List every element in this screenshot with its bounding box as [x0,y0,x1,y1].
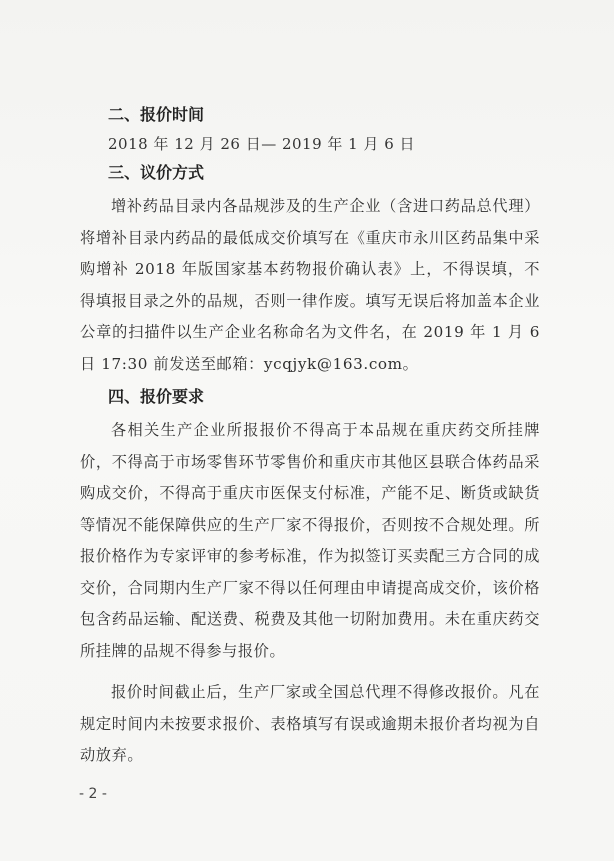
section-heading-quote-requirements: 四、报价要求 [108,387,205,406]
quote-time-period: 2018 年 12 月 26 日— 2019 年 1 月 6 日 [108,135,416,153]
quote-requirements-paragraph: 各相关生产企业所报报价不得高于本品规在重庆药交所挂牌价，不得高于市场零售环节零售价和重庆市其他区县联合体药品采购成交价，不得高于重庆市医保支付标准，产能不足、断货或缺货等情况不能保障供应的生产厂家不得报价，否则按不合规处理。所报价格作为专家评审的参考标准，作为拟签订买卖配三方合同的成交价，合同期内生产厂家不得以任何理由申请提高成交价，该价格包含药品运输、配送费、税费及其他一切附加费用。未在重庆药交所挂牌的品规不得参与报价。 [80,421,540,660]
page-number: - 2 - [79,786,107,802]
section-heading-negotiation-method: 三、议价方式 [108,163,205,182]
deadline-paragraph: 报价时间截止后，生产厂家或全国总代理不得修改报价。凡在规定时间内未按要求报价、表格填写有误或逾期未报价者均视为自动放弃。 [80,683,540,764]
negotiation-method-paragraph: 增补药品目录内各品规涉及的生产企业（含进口药品总代理）将增补目录内药品的最低成交价填写在《重庆市永川区药品集中采购增补 2018 年版国家基本药物报价确认表》上，不得误填，不得填报目录之外的品规，否则一律作废。填写无误后将加盖本企业公章的扫描件以生产企业名称命名为文件名，在 2019 年 1 月 6 日 17:30 前发送至邮箱：ycqjyk@163.com。 [80,197,540,373]
document-body [80,104,540,772]
section-heading-quote-time: 二、报价时间 [108,105,205,124]
